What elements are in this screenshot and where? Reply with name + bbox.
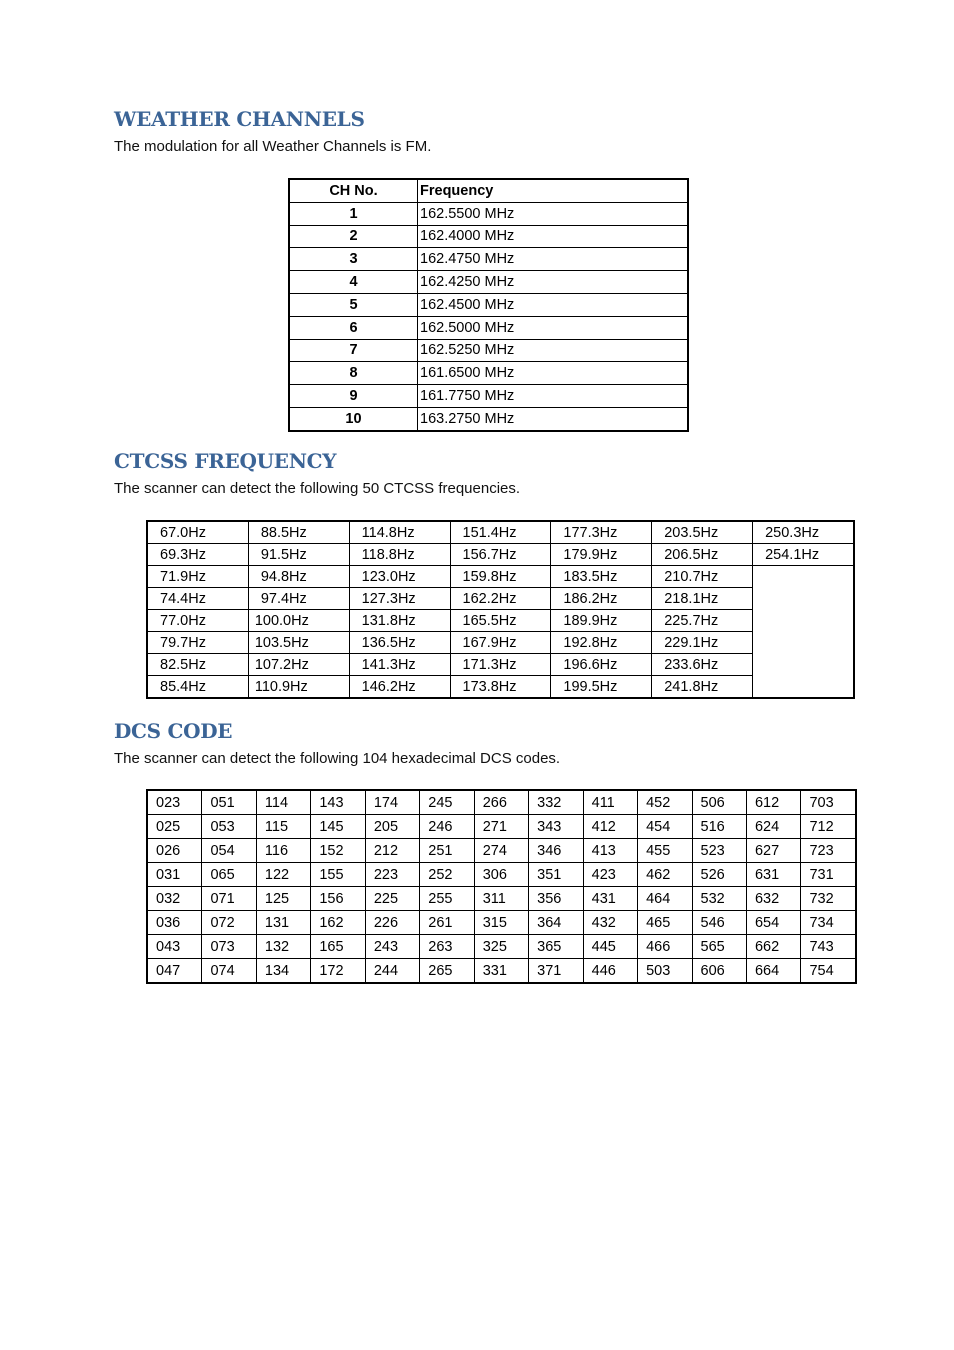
ctcss-frequency-cell: 183.5Hz	[551, 566, 652, 588]
dcs-code-cell: 225	[365, 887, 419, 911]
table-row	[289, 362, 688, 385]
ctcss-frequency-cell: 103.5Hz	[248, 632, 349, 654]
ctcss-frequency-cell: 67.0Hz	[147, 521, 248, 544]
table-row	[289, 339, 688, 362]
dcs-code-cell: 732	[801, 887, 856, 911]
dcs-code-cell: 662	[746, 935, 800, 959]
channel-number: 1	[289, 202, 418, 225]
dcs-code-cell: 226	[365, 911, 419, 935]
dcs-code-cell: 156	[311, 887, 365, 911]
dcs-code-cell: 051	[202, 790, 256, 815]
channel-frequency: 162.5500 MHz	[418, 202, 689, 225]
table-row	[147, 911, 856, 935]
dcs-code-cell: 131	[256, 911, 310, 935]
ctcss-frequency-cell: 107.2Hz	[248, 654, 349, 676]
channel-number: 9	[289, 385, 418, 408]
dcs-code-cell: 343	[529, 815, 583, 839]
dcs-code-cell: 455	[638, 839, 692, 863]
table-row	[147, 566, 854, 588]
dcs-code-cell: 255	[420, 887, 474, 911]
dcs-code-cell: 516	[692, 815, 746, 839]
dcs-code-cell: 053	[202, 815, 256, 839]
ctcss-frequency-cell: 110.9Hz	[248, 676, 349, 699]
ctcss-frequency-cell: 91.5Hz	[248, 544, 349, 566]
frequency-header: Frequency	[418, 179, 689, 202]
dcs-code-cell: 624	[746, 815, 800, 839]
ctcss-frequency-cell: 131.8Hz	[349, 610, 450, 632]
dcs-code-cell: 743	[801, 935, 856, 959]
ctcss-frequency-cell: 156.7Hz	[450, 544, 551, 566]
table-row	[147, 544, 854, 566]
channel-number: 8	[289, 362, 418, 385]
dcs-code-cell: 734	[801, 911, 856, 935]
dcs-code-cell: 532	[692, 887, 746, 911]
dcs-code-cell: 274	[474, 839, 528, 863]
dcs-code-cell: 132	[256, 935, 310, 959]
dcs-code-cell: 246	[420, 815, 474, 839]
ctcss-frequency-cell: 123.0Hz	[349, 566, 450, 588]
table-header-row	[289, 179, 688, 202]
table-row	[147, 959, 856, 984]
dcs-code-cell: 731	[801, 863, 856, 887]
dcs-code-cell: 311	[474, 887, 528, 911]
table-row	[147, 935, 856, 959]
table-row	[147, 521, 854, 544]
ctcss-heading: CTCSS FREQUENCY	[114, 449, 337, 473]
dcs-description: The scanner can detect the following 104 hexadecimal DCS codes.	[114, 750, 561, 767]
table-row	[147, 632, 854, 654]
weather-heading: WEATHER CHANNELS	[114, 107, 365, 131]
dcs-code-cell: 155	[311, 863, 365, 887]
ctcss-frequency-cell: 118.8Hz	[349, 544, 450, 566]
channel-number: 3	[289, 248, 418, 271]
table-row	[147, 815, 856, 839]
ctcss-frequency-cell: 69.3Hz	[147, 544, 248, 566]
ctcss-frequency-cell: 218.1Hz	[652, 588, 753, 610]
ctcss-frequency-cell: 141.3Hz	[349, 654, 450, 676]
dcs-code-cell: 412	[583, 815, 637, 839]
table-row	[289, 225, 688, 248]
dcs-code-cell: 503	[638, 959, 692, 984]
ctcss-frequency-cell: 151.4Hz	[450, 521, 551, 544]
table-row	[147, 887, 856, 911]
dcs-code-cell: 546	[692, 911, 746, 935]
ctcss-frequency-cell: 74.4Hz	[147, 588, 248, 610]
dcs-code-cell: 072	[202, 911, 256, 935]
dcs-code-cell: 365	[529, 935, 583, 959]
channel-number: 10	[289, 407, 418, 430]
ctcss-frequency-cell: 82.5Hz	[147, 654, 248, 676]
dcs-code-cell: 654	[746, 911, 800, 935]
dcs-code-cell: 251	[420, 839, 474, 863]
dcs-code-cell: 145	[311, 815, 365, 839]
dcs-code-cell: 332	[529, 790, 583, 815]
dcs-code-cell: 465	[638, 911, 692, 935]
dcs-code-cell: 074	[202, 959, 256, 984]
table-row	[147, 588, 854, 610]
dcs-code-cell: 165	[311, 935, 365, 959]
dcs-code-cell: 664	[746, 959, 800, 984]
dcs-code-table	[146, 789, 857, 984]
dcs-code-cell: 212	[365, 839, 419, 863]
dcs-code-cell: 116	[256, 839, 310, 863]
dcs-code-cell: 047	[147, 959, 202, 984]
table-row	[289, 202, 688, 225]
ctcss-frequency-cell: 199.5Hz	[551, 676, 652, 699]
ctcss-frequency-cell: 225.7Hz	[652, 610, 753, 632]
dcs-code-cell: 446	[583, 959, 637, 984]
dcs-code-cell: 371	[529, 959, 583, 984]
ch-no-header: CH No.	[289, 179, 418, 202]
ctcss-frequency-cell: 177.3Hz	[551, 521, 652, 544]
ctcss-frequency-cell: 192.8Hz	[551, 632, 652, 654]
ctcss-frequency-cell: 146.2Hz	[349, 676, 450, 699]
ctcss-frequency-cell: 97.4Hz	[248, 588, 349, 610]
dcs-code-cell: 026	[147, 839, 202, 863]
ctcss-frequency-cell: 179.9Hz	[551, 544, 652, 566]
ctcss-frequency-cell: 241.8Hz	[652, 676, 753, 699]
dcs-code-cell: 723	[801, 839, 856, 863]
channel-frequency: 161.7750 MHz	[418, 385, 689, 408]
ctcss-frequency-table	[146, 520, 855, 699]
dcs-code-cell: 172	[311, 959, 365, 984]
ctcss-frequency-cell: 203.5Hz	[652, 521, 753, 544]
channel-number: 5	[289, 293, 418, 316]
weather-channels-table	[288, 178, 689, 432]
dcs-code-cell: 452	[638, 790, 692, 815]
ctcss-frequency-cell: 206.5Hz	[652, 544, 753, 566]
channel-number: 6	[289, 316, 418, 339]
dcs-code-cell: 346	[529, 839, 583, 863]
dcs-code-cell: 364	[529, 911, 583, 935]
table-row	[289, 385, 688, 408]
channel-number: 2	[289, 225, 418, 248]
dcs-code-cell: 356	[529, 887, 583, 911]
dcs-code-cell: 152	[311, 839, 365, 863]
dcs-code-cell: 261	[420, 911, 474, 935]
table-row	[289, 248, 688, 271]
table-row	[147, 610, 854, 632]
ctcss-frequency-cell: 100.0Hz	[248, 610, 349, 632]
table-row	[147, 790, 856, 815]
dcs-code-cell: 266	[474, 790, 528, 815]
dcs-code-cell: 466	[638, 935, 692, 959]
channel-frequency: 162.4500 MHz	[418, 293, 689, 316]
ctcss-frequency-cell: 85.4Hz	[147, 676, 248, 699]
weather-description: The modulation for all Weather Channels is FM.	[114, 138, 432, 155]
ctcss-frequency-cell: 79.7Hz	[147, 632, 248, 654]
channel-number: 4	[289, 271, 418, 294]
ctcss-frequency-cell: 165.5Hz	[450, 610, 551, 632]
channel-frequency: 162.5000 MHz	[418, 316, 689, 339]
channel-frequency: 162.4750 MHz	[418, 248, 689, 271]
dcs-code-cell: 065	[202, 863, 256, 887]
ctcss-frequency-cell: 136.5Hz	[349, 632, 450, 654]
dcs-code-cell: 632	[746, 887, 800, 911]
dcs-code-cell: 431	[583, 887, 637, 911]
table-row	[147, 654, 854, 676]
dcs-code-cell: 445	[583, 935, 637, 959]
table-row	[147, 839, 856, 863]
dcs-code-cell: 036	[147, 911, 202, 935]
dcs-code-cell: 025	[147, 815, 202, 839]
dcs-code-cell: 263	[420, 935, 474, 959]
ctcss-frequency-cell: 254.1Hz	[753, 544, 854, 566]
dcs-code-cell: 073	[202, 935, 256, 959]
dcs-code-cell: 244	[365, 959, 419, 984]
dcs-code-cell: 114	[256, 790, 310, 815]
ctcss-description: The scanner can detect the following 50 CTCSS frequencies.	[114, 480, 521, 497]
ctcss-frequency-cell: 229.1Hz	[652, 632, 753, 654]
ctcss-frequency-cell: 233.6Hz	[652, 654, 753, 676]
dcs-code-cell: 754	[801, 959, 856, 984]
ctcss-frequency-cell: 71.9Hz	[147, 566, 248, 588]
ctcss-frequency-cell: 159.8Hz	[450, 566, 551, 588]
ctcss-frequency-cell: 186.2Hz	[551, 588, 652, 610]
dcs-code-cell: 245	[420, 790, 474, 815]
dcs-code-cell: 162	[311, 911, 365, 935]
dcs-code-cell: 331	[474, 959, 528, 984]
ctcss-frequency-cell: 127.3Hz	[349, 588, 450, 610]
dcs-code-cell: 122	[256, 863, 310, 887]
table-row	[289, 271, 688, 294]
ctcss-frequency-cell: 173.8Hz	[450, 676, 551, 699]
ctcss-frequency-cell: 210.7Hz	[652, 566, 753, 588]
ctcss-frequency-cell: 250.3Hz	[753, 521, 854, 544]
dcs-code-cell: 712	[801, 815, 856, 839]
dcs-heading: DCS CODE	[114, 719, 233, 743]
ctcss-frequency-cell: 94.8Hz	[248, 566, 349, 588]
dcs-code-cell: 432	[583, 911, 637, 935]
dcs-code-cell: 612	[746, 790, 800, 815]
dcs-code-cell: 506	[692, 790, 746, 815]
channel-frequency: 162.4250 MHz	[418, 271, 689, 294]
dcs-code-cell: 125	[256, 887, 310, 911]
dcs-code-cell: 631	[746, 863, 800, 887]
dcs-code-cell: 464	[638, 887, 692, 911]
dcs-code-cell: 351	[529, 863, 583, 887]
dcs-code-cell: 265	[420, 959, 474, 984]
ctcss-frequency-cell: 162.2Hz	[450, 588, 551, 610]
dcs-code-cell: 325	[474, 935, 528, 959]
dcs-code-cell: 071	[202, 887, 256, 911]
dcs-code-cell: 627	[746, 839, 800, 863]
dcs-code-cell: 223	[365, 863, 419, 887]
table-row	[289, 293, 688, 316]
dcs-code-cell: 143	[311, 790, 365, 815]
dcs-code-cell: 032	[147, 887, 202, 911]
channel-frequency: 162.4000 MHz	[418, 225, 689, 248]
channel-frequency: 163.2750 MHz	[418, 407, 689, 430]
dcs-code-cell: 134	[256, 959, 310, 984]
dcs-code-cell: 565	[692, 935, 746, 959]
dcs-code-cell: 023	[147, 790, 202, 815]
ctcss-frequency-cell: 171.3Hz	[450, 654, 551, 676]
dcs-code-cell: 462	[638, 863, 692, 887]
dcs-code-cell: 205	[365, 815, 419, 839]
dcs-code-cell: 306	[474, 863, 528, 887]
ctcss-frequency-cell: 114.8Hz	[349, 521, 450, 544]
dcs-code-cell: 413	[583, 839, 637, 863]
channel-number: 7	[289, 339, 418, 362]
ctcss-frequency-cell: 88.5Hz	[248, 521, 349, 544]
ctcss-frequency-cell: 77.0Hz	[147, 610, 248, 632]
table-row	[147, 676, 854, 699]
dcs-code-cell: 252	[420, 863, 474, 887]
dcs-code-cell: 043	[147, 935, 202, 959]
dcs-code-cell: 315	[474, 911, 528, 935]
dcs-code-cell: 271	[474, 815, 528, 839]
dcs-code-cell: 454	[638, 815, 692, 839]
channel-frequency: 161.6500 MHz	[418, 362, 689, 385]
dcs-code-cell: 411	[583, 790, 637, 815]
ctcss-frequency-cell: 189.9Hz	[551, 610, 652, 632]
dcs-code-cell: 243	[365, 935, 419, 959]
dcs-code-cell: 606	[692, 959, 746, 984]
dcs-code-cell: 523	[692, 839, 746, 863]
dcs-code-cell: 703	[801, 790, 856, 815]
ctcss-frequency-cell: 196.6Hz	[551, 654, 652, 676]
dcs-code-cell: 423	[583, 863, 637, 887]
dcs-code-cell: 031	[147, 863, 202, 887]
dcs-code-cell: 174	[365, 790, 419, 815]
channel-frequency: 162.5250 MHz	[418, 339, 689, 362]
dcs-code-cell: 115	[256, 815, 310, 839]
table-row	[147, 863, 856, 887]
ctcss-frequency-cell: 167.9Hz	[450, 632, 551, 654]
empty-cell	[753, 566, 854, 699]
table-row	[289, 316, 688, 339]
table-row	[289, 407, 688, 430]
dcs-code-cell: 054	[202, 839, 256, 863]
dcs-code-cell: 526	[692, 863, 746, 887]
